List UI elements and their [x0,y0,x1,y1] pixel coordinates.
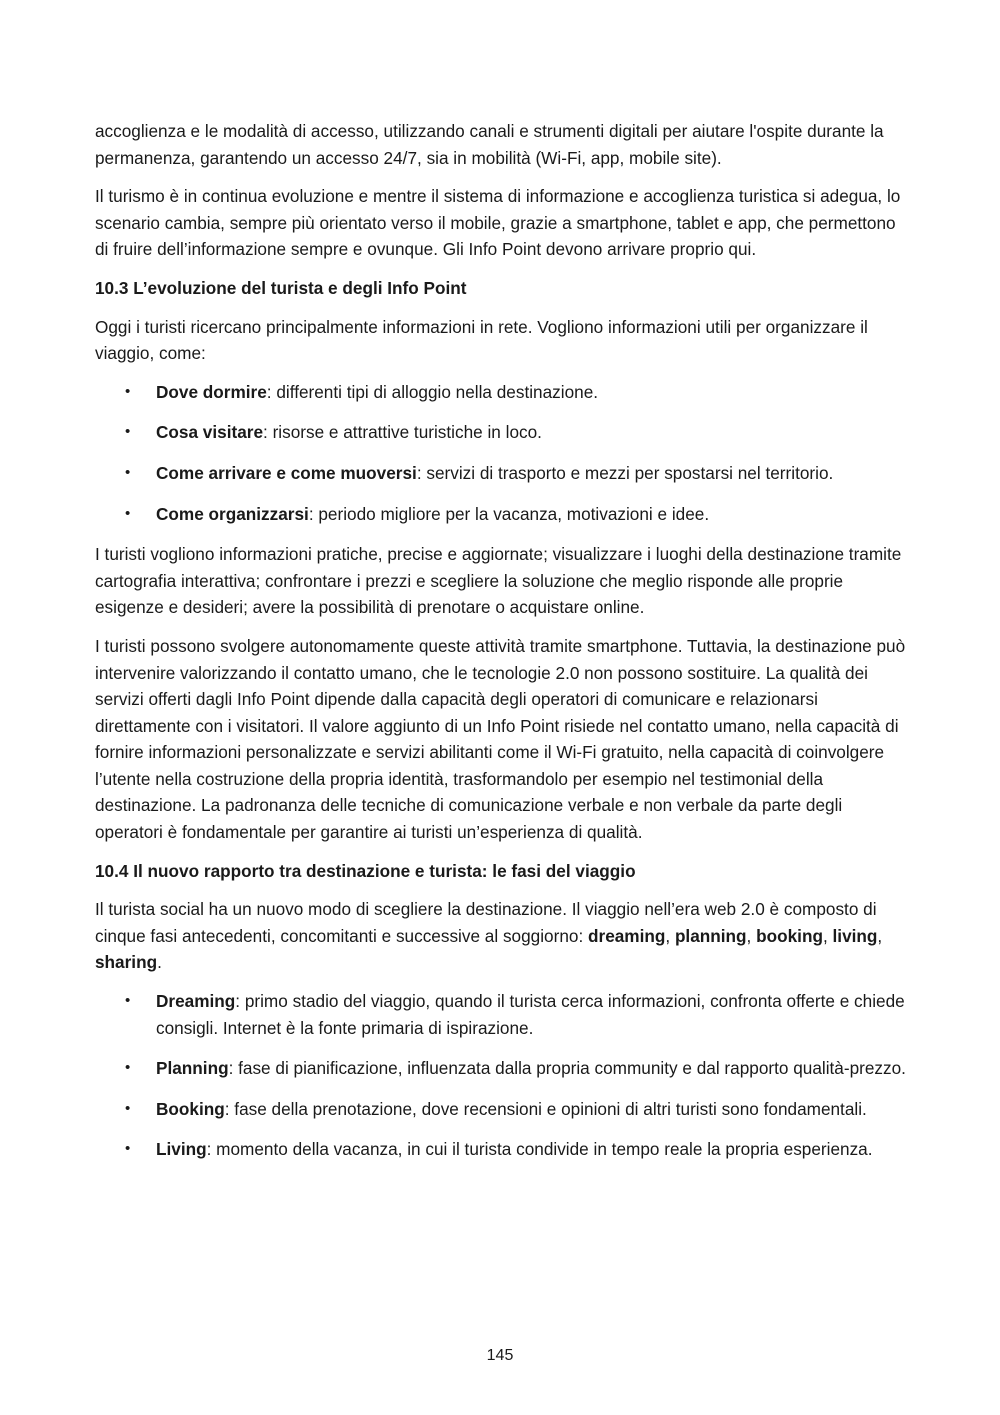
page-number: 145 [486,1347,514,1364]
period: . [157,952,162,973]
paragraph-text: Il turista social ha un nuovo modo di scegliere la destinazione. Il viaggio nell’era web 2.0 è composto di cinque fasi antecedenti, concomitanti e successive al soggiorno: [95,899,877,946]
bullet-icon: • [125,423,131,441]
intro-paragraph-2: Il turismo è in continua evoluzione e mentre il sistema di informazione e accoglienza turistica si adegua, lo scenario cambia, sempre più orientato verso il mobile, grazie a smartphone, tablet e app, che permettono di fruire dell’informazione sempre e ovunque. Gli Info Point devono arrivare proprio qui. [95,186,901,260]
bullet-icon: • [125,1140,131,1158]
list-item [95,1096,907,1123]
bullet-icon: • [125,504,131,522]
phases-list [95,988,907,1163]
section-heading-10-3: 10.3 L’evoluzione del turista e degli Info Point [95,277,467,298]
phase-term: dreaming [588,925,666,946]
list-item-text: : periodo migliore per la vacanza, motivazioni e idee. [308,503,710,524]
intro-paragraph-1: accoglienza e le modalità di accesso, utilizzando canali e strumenti digitali per aiutare l'ospite durante la permanenza, garantendo un accesso 24/7, sia in mobilità (Wi-Fi, app, mobile site). [95,121,884,168]
list-item-text: : risorse e attrattive turistiche in loco. [263,422,542,443]
section-10-3-paragraph-2: I turisti vogliono informazioni pratiche, precise e aggiornate; visualizzare i luoghi della destinazione tramite cartografia interattiva; confrontare i prezzi e scegliere la soluzione che meglio risponde alle proprie esigenze e desideri; avere la possibilità di prenotare o acquistare online. [95,544,902,618]
list-item-term: Cosa visitare [156,422,264,443]
needs-list [95,379,907,527]
section-heading-10-4: 10.4 Il nuovo rapporto tra destinazione e turista: le fasi del viaggio [95,860,636,881]
list-item-term: Planning [156,1058,229,1079]
list-item-text: : primo stadio del viaggio, quando il turista cerca informazioni, confronta offerte e chiede consigli. Internet è la fonte primaria di ispirazione. [156,991,905,1038]
phase-term: booking [756,925,823,946]
list-item [95,1055,907,1082]
list-item-text: : momento della vacanza, in cui il turista condivide in tempo reale la propria esperienza. [206,1139,873,1160]
section-10-4-paragraph-1 [95,896,907,976]
list-item-term: Living [156,1139,207,1160]
separator: , [877,925,883,946]
list-item [95,501,907,528]
separator: , [665,925,675,946]
bullet-icon: • [125,992,131,1010]
section-10-3-paragraph-1: Oggi i turisti ricercano principalmente informazioni in rete. Vogliono informazioni utili per organizzare il viaggio, come: [95,316,868,364]
list-item [95,1136,907,1163]
list-item-text: : fase di pianificazione, influenzata dalla propria community e dal rapporto qualità-prezzo. [228,1058,906,1079]
list-item [95,460,907,487]
list-item-term: Come arrivare e come muoversi [156,462,417,483]
list-item [95,988,907,1041]
separator: , [746,925,757,946]
bullet-icon: • [125,382,131,400]
list-item [95,419,907,446]
list-item-text: : fase della prenotazione, dove recensioni e opinioni di altri turisti sono fondamentali. [224,1098,867,1119]
list-item-term: Come organizzarsi [156,503,309,524]
list-item-text: : differenti tipi di alloggio nella destinazione. [266,381,599,402]
list-item-term: Dreaming [156,991,236,1012]
list-item-term: Booking [156,1098,225,1119]
document-page [95,118,907,1177]
phase-term: sharing [95,952,158,973]
bullet-icon: • [125,1099,131,1117]
phase-term: living [832,925,878,946]
separator: , [822,925,833,946]
bullet-icon: • [125,463,131,481]
bullet-icon: • [125,1059,131,1077]
list-item-text: : servizi di trasporto e mezzi per spostarsi nel territorio. [416,462,834,483]
list-item [95,379,907,406]
section-10-3-paragraph-3: I turisti possono svolgere autonomamente queste attività tramite smartphone. Tuttavia, la destinazione può intervenire valorizzando il contatto umano, che le tecnologie 2.0 non possono sostituire. La qualità dei servizi offerti dagli Info Point dipende dalla capacità degli operatori di comunicare e relazionarsi direttamente con i visitatori. Il valore aggiunto di un Info Point risiede nel contatto umano, nella capacità di fornire informazioni personalizzate e servizi abilitanti come il Wi-Fi gratuito, nella capacità di coinvolgere l’utente nella costruzione della propria identità, trasformandolo per esempio nel testimonial della destinazione. La padronanza delle tecniche di comunicazione verbale e non verbale da parte degli operatori è fondamentale per garantire ai turisti un’esperienza di qualità. [95,635,906,843]
phase-term: planning [674,925,747,946]
list-item-term: Dove dormire [156,381,267,402]
